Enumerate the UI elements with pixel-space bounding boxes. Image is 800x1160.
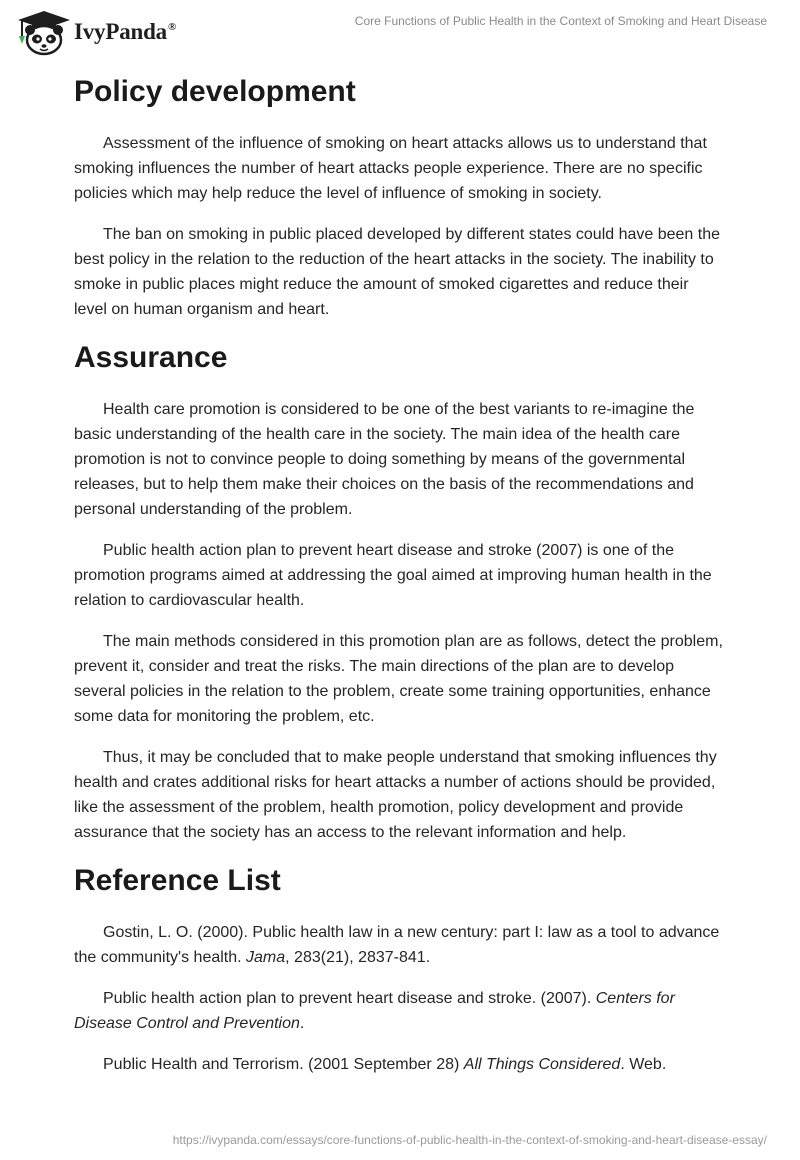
article-body [74,70,724,1077]
reference-item: Gostin, L. O. (2000). Public health law in a new century: part I: law as a tool to advance the community's health. Jama, 283(21), 2837-841. [74,924,720,966]
paragraph: Health care promotion is considered to be one of the best variants to re-imagine the basic understanding of the health care in the society. The main idea of the health care promotion is not to convince people to doing something by means of the governmental releases, but to help them make their choices on the basis of the recommendations and personal understanding of the problem. [74,401,695,518]
paragraph: Assessment of the influence of smoking on heart attacks allows us to understand that smoking influences the number of heart attacks people experience. There are no specific policies which may help reduce the level of influence of smoking in society. [74,135,707,202]
running-title: Core Functions of Public Health in the Context of Smoking and Heart Disease [354,14,767,28]
logo[interactable] [14,8,176,56]
paragraph: The ban on smoking in public placed developed by different states could have been the best policy in the relation to the reduction of the heart attacks in the society. The inability to smoke in public places might reduce the amount of smoked cigarettes and reduce their level on human organism and heart. [74,226,721,318]
section-assurance-body [74,397,724,845]
panda-graduate-icon [14,8,70,56]
paragraph: Thus, it may be concluded that to make people understand that smoking influences thy health and crates additional risks for heart attacks a number of actions should be provided, like the assessment of the problem, health promotion, policy development and provide assurance that the society has an access to the relevant information and help. [74,749,717,841]
section-policy-body [74,131,724,322]
paragraph: The main methods considered in this promotion plan are as follows, detect the problem, prevent it, consider and treat the risks. The main directions of the plan are to develop several policies in the relation to the problem, create some training opportunities, enhance some data for monitoring the problem, etc. [74,633,723,725]
paragraph: Public health action plan to prevent heart disease and stroke (2007) is one of the promotion programs aimed at addressing the goal aimed at improving human health in the relation to cardiovascular health. [74,542,712,609]
section-heading-policy: Policy development [74,75,356,108]
logo-text: IvyPanda® [74,19,177,44]
source-url-link[interactable]: https://ivypanda.com/essays/core-functions-of-public-health-in-the-context-of-smoking-and-heart-disease-essay/ [172,1133,767,1147]
reference-item: Public health action plan to prevent heart disease and stroke. (2007). Centers for Disease Control and Prevention. [74,990,675,1032]
reference-list [74,920,724,1077]
section-heading-references: Reference List [74,864,281,897]
reference-item: Public Health and Terrorism. (2001 September 28) All Things Considered. Web. [103,1056,667,1073]
section-heading-assurance: Assurance [74,341,228,374]
page-header [0,0,800,60]
